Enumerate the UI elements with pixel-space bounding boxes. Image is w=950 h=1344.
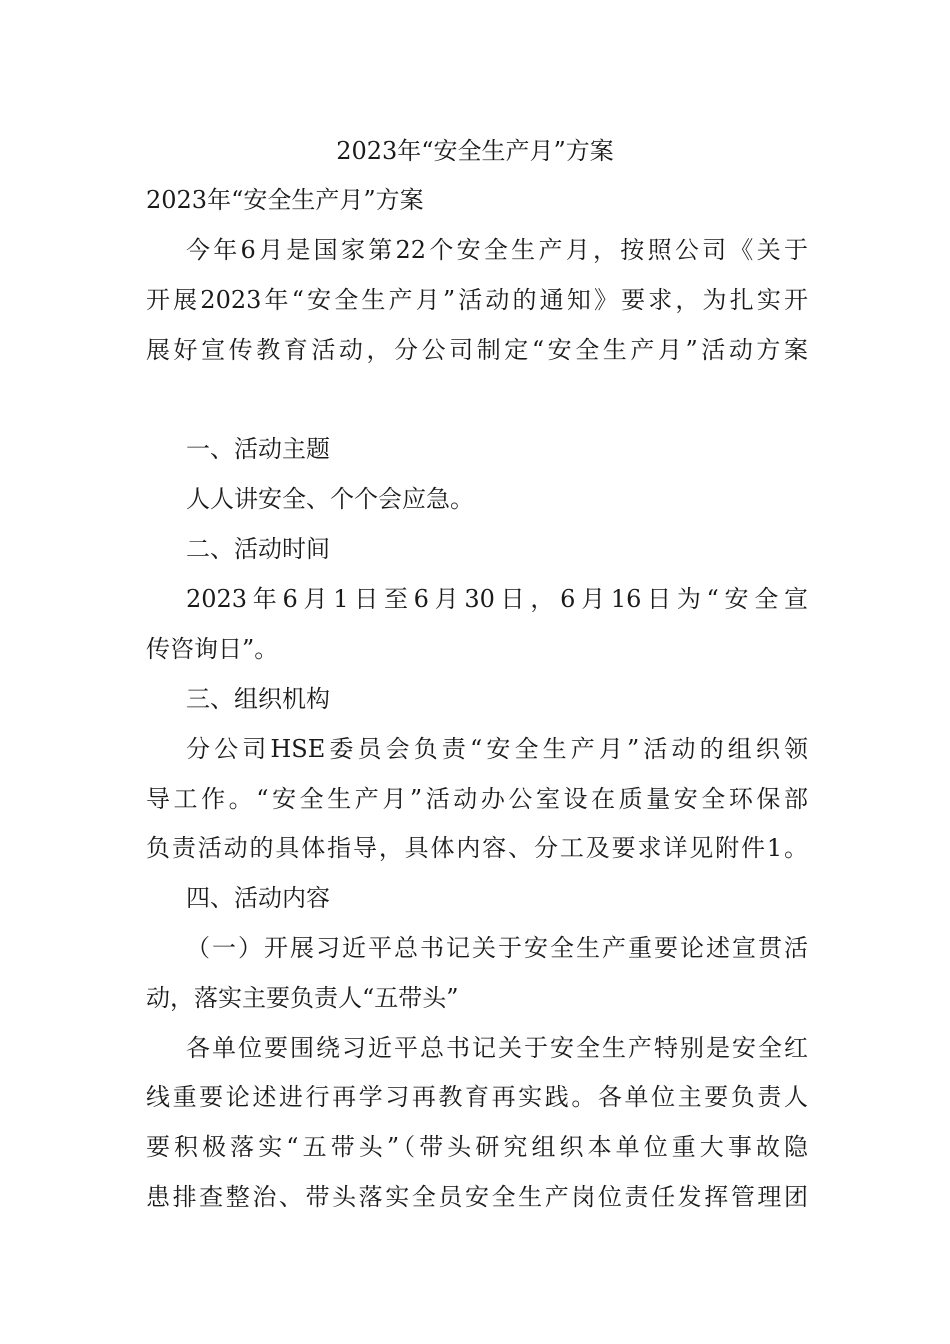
section-body-line: 导工作。“安全生产月”活动办公室设在质量安全环保部 [146,785,808,813]
section-body-line: 各单位要围绕习近平总书记关于安全生产特别是安全红 [186,1034,808,1062]
section-body-line: 线重要论述进行再学习再教育再实践。各单位主要负责人 [146,1083,808,1111]
document-title: 2023年“安全生产月”方案 [336,137,614,165]
document-subtitle: 2023年“安全生产月”方案 [146,186,424,214]
section-body-line: 2023年6月1日至6月30日，6月16日为“安全宣 [186,585,808,613]
section-body-line: 分公司HSE委员会负责“安全生产月”活动的组织领 [186,735,808,763]
section-heading: 一、活动主题 [186,435,330,463]
section-heading: 二、活动时间 [186,535,330,563]
section-body-line: 要积极落实“五带头”（带头研究组织本单位重大事故隐 [146,1133,808,1161]
intro-line: 展好宣传教育活动，分公司制定“安全生产月”活动方案 [146,336,808,364]
section-body-line: 患排查整治、带头落实全员安全生产岗位责任发挥管理团 [146,1183,808,1211]
section-body-line: 负责活动的具体指导，具体内容、分工及要求详见附件1。 [146,834,808,862]
section-heading: 三、组织机构 [186,685,330,713]
subsection-heading-line: （一）开展习近平总书记关于安全生产重要论述宣贯活 [186,934,808,962]
section-body: 人人讲安全、个个会应急。 [186,485,474,513]
subsection-heading-line: 动，落实主要负责人“五带头” [146,984,459,1012]
intro-line: 开展2023年“安全生产月”活动的通知》要求，为扎实开 [146,286,808,314]
intro-line: 今年6月是国家第22个安全生产月，按照公司《关于 [186,236,808,264]
section-heading: 四、活动内容 [186,884,330,912]
section-body-line: 传咨询日”。 [146,635,279,663]
